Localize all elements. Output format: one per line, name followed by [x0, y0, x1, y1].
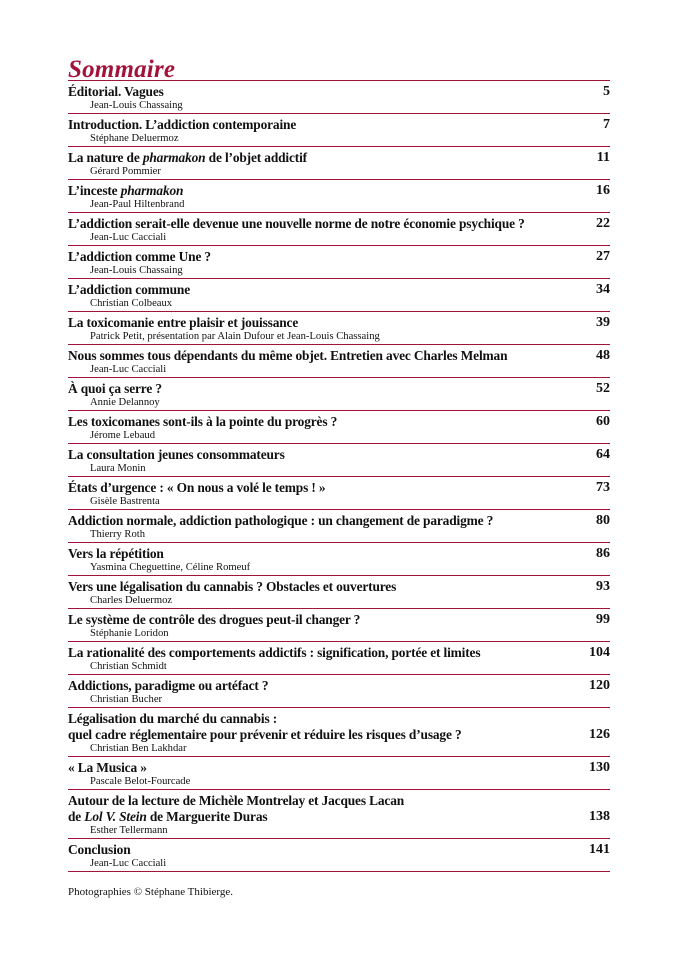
- entry-title: Vers la répétition: [68, 546, 164, 561]
- toc-page: [68, 55, 610, 872]
- entry-page-number: 141: [589, 842, 610, 857]
- entry-title: Addictions, paradigme ou artéfact ?: [68, 678, 269, 693]
- toc-entry[interactable]: [68, 576, 610, 609]
- entry-title-part: L’inceste: [68, 183, 121, 198]
- entry-title: L’addiction comme Une ?: [68, 249, 211, 264]
- entry-page-number: 27: [596, 249, 610, 264]
- toc-entry[interactable]: [68, 510, 610, 543]
- entry-title-part: La nature de: [68, 150, 143, 165]
- toc-entry[interactable]: [68, 642, 610, 675]
- toc-entry[interactable]: [68, 444, 610, 477]
- entry-title: Autour de la lecture de Michèle Montrelay et Jacques Lacan: [68, 793, 405, 808]
- entry-title-part: de l’objet addictif: [205, 150, 307, 165]
- toc-entry[interactable]: [68, 609, 610, 642]
- entry-title: Conclusion: [68, 842, 131, 857]
- toc-entry[interactable]: [68, 411, 610, 444]
- entry-author: Christian Ben Lakhdar: [90, 743, 187, 754]
- entry-author: Christian Bucher: [90, 694, 163, 705]
- entry-author: Thierry Roth: [90, 529, 146, 540]
- toc-entry[interactable]: [68, 312, 610, 345]
- toc-entry[interactable]: [68, 279, 610, 312]
- toc-entry[interactable]: [68, 378, 610, 411]
- entry-title: La rationalité des comportements addictifs : signification, portée et limites: [68, 645, 481, 660]
- entry-author: Jean-Luc Cacciali: [90, 858, 167, 869]
- toc-entry[interactable]: [68, 246, 610, 279]
- entry-page-number: 52: [596, 381, 610, 396]
- entry-title: Introduction. L’addiction contemporaine: [68, 117, 297, 132]
- entry-author: Jean-Paul Hiltenbrand: [90, 199, 185, 210]
- entry-author: Stéphanie Loridon: [90, 628, 169, 639]
- toc-entry[interactable]: [68, 345, 610, 378]
- entry-page-number: 104: [589, 645, 610, 660]
- entry-title: Légalisation du marché du cannabis :: [68, 711, 278, 726]
- toc-entry[interactable]: [68, 180, 610, 213]
- entry-title: L’addiction commune: [68, 282, 191, 297]
- entry-title-part: de: [68, 809, 85, 824]
- entry-page-number: 22: [596, 216, 610, 231]
- entry-page-number: 11: [596, 150, 610, 165]
- entry-author: Jérome Lebaud: [90, 430, 156, 441]
- entry-author: Christian Colbeaux: [90, 298, 173, 309]
- entry-author: Annie Delannoy: [90, 397, 160, 408]
- toc-entry[interactable]: [68, 790, 610, 839]
- entry-title-part: de Marguerite Duras: [146, 809, 268, 824]
- entry-title: Éditorial. Vagues: [68, 84, 164, 99]
- entry-author: Yasmina Cheguettine, Céline Romeuf: [90, 562, 251, 573]
- entry-page-number: 99: [596, 612, 610, 627]
- toc-entry[interactable]: [68, 213, 610, 246]
- toc-entry[interactable]: [68, 708, 610, 757]
- entry-title-italic: Lol V. Stein: [84, 809, 147, 824]
- entry-title: Vers une légalisation du cannabis ? Obstacles et ouvertures: [68, 579, 397, 594]
- entry-author: Laura Monin: [90, 463, 146, 474]
- entry-page-number: 126: [589, 727, 610, 742]
- entry-page-number: 39: [596, 315, 610, 330]
- toc-entry[interactable]: [68, 839, 610, 872]
- entry-page-number: 120: [589, 678, 610, 693]
- entry-author: Patrick Petit, présentation par Alain Dufour et Jean-Louis Chassaing: [90, 331, 380, 342]
- toc-entry[interactable]: [68, 81, 610, 114]
- table-of-contents: [68, 81, 610, 872]
- entry-page-number: 48: [596, 348, 610, 363]
- entry-title: L’addiction serait-elle devenue une nouvelle norme de notre économie psychique ?: [68, 216, 525, 231]
- entry-title: « La Musica »: [68, 760, 147, 775]
- entry-title: États d’urgence : « On nous a volé le temps ! »: [68, 480, 326, 495]
- entry-author: Christian Schmidt: [90, 661, 167, 672]
- entry-author: Stéphane Deluermoz: [90, 133, 179, 144]
- toc-entry[interactable]: [68, 757, 610, 790]
- entry-author: Gisèle Bastrenta: [90, 496, 160, 507]
- entry-title: Nous sommes tous dépendants du même objet. Entretien avec Charles Melman: [68, 348, 508, 363]
- entry-title-italic: pharmakon: [142, 150, 206, 165]
- entry-page-number: 7: [603, 117, 610, 132]
- page-title: Sommaire: [68, 56, 176, 83]
- entry-page-number: 73: [596, 480, 610, 495]
- entry-page-number: 16: [596, 183, 610, 198]
- entry-author: Pascale Belot-Fourcade: [90, 776, 191, 787]
- entry-author: Jean-Luc Cacciali: [90, 364, 167, 375]
- entry-title: Le système de contrôle des drogues peut-il changer ?: [68, 612, 361, 627]
- entry-author: Gérard Pommier: [90, 166, 161, 177]
- entry-author: Jean-Luc Cacciali: [90, 232, 167, 243]
- entry-title: Addiction normale, addiction pathologique : un changement de paradigme ?: [68, 513, 494, 528]
- entry-page-number: 34: [596, 282, 610, 297]
- entry-title: La toxicomanie entre plaisir et jouissance: [68, 315, 299, 330]
- entry-title: La consultation jeunes consommateurs: [68, 447, 285, 462]
- toc-entry[interactable]: [68, 477, 610, 510]
- entry-page-number: 93: [596, 579, 610, 594]
- entry-page-number: 5: [603, 84, 610, 99]
- entry-page-number: 138: [589, 809, 610, 824]
- entry-page-number: 64: [596, 447, 610, 462]
- toc-entry[interactable]: [68, 675, 610, 708]
- toc-entry[interactable]: [68, 114, 610, 147]
- entry-title: [68, 150, 610, 166]
- entry-title-italic: pharmakon: [120, 183, 184, 198]
- entry-title: [68, 809, 610, 825]
- entry-author: Jean-Louis Chassaing: [90, 100, 183, 111]
- entry-page-number: 130: [589, 760, 610, 775]
- entry-page-number: 80: [596, 513, 610, 528]
- entry-title: quel cadre réglementaire pour prévenir et réduire les risques d’usage ?: [68, 727, 462, 742]
- toc-entry[interactable]: [68, 147, 610, 180]
- entry-author: Esther Tellermann: [90, 825, 168, 836]
- entry-author: Charles Deluermoz: [90, 595, 173, 606]
- entry-title: [68, 183, 610, 199]
- entry-title: À quoi ça serre ?: [68, 381, 162, 396]
- toc-entry[interactable]: [68, 543, 610, 576]
- photo-credit: Photographies © Stéphane Thibierge.: [68, 886, 233, 898]
- entry-page-number: 60: [596, 414, 610, 429]
- entry-title: Les toxicomanes sont-ils à la pointe du progrès ?: [68, 414, 338, 429]
- entry-author: Jean-Louis Chassaing: [90, 265, 183, 276]
- entry-page-number: 86: [596, 546, 610, 561]
